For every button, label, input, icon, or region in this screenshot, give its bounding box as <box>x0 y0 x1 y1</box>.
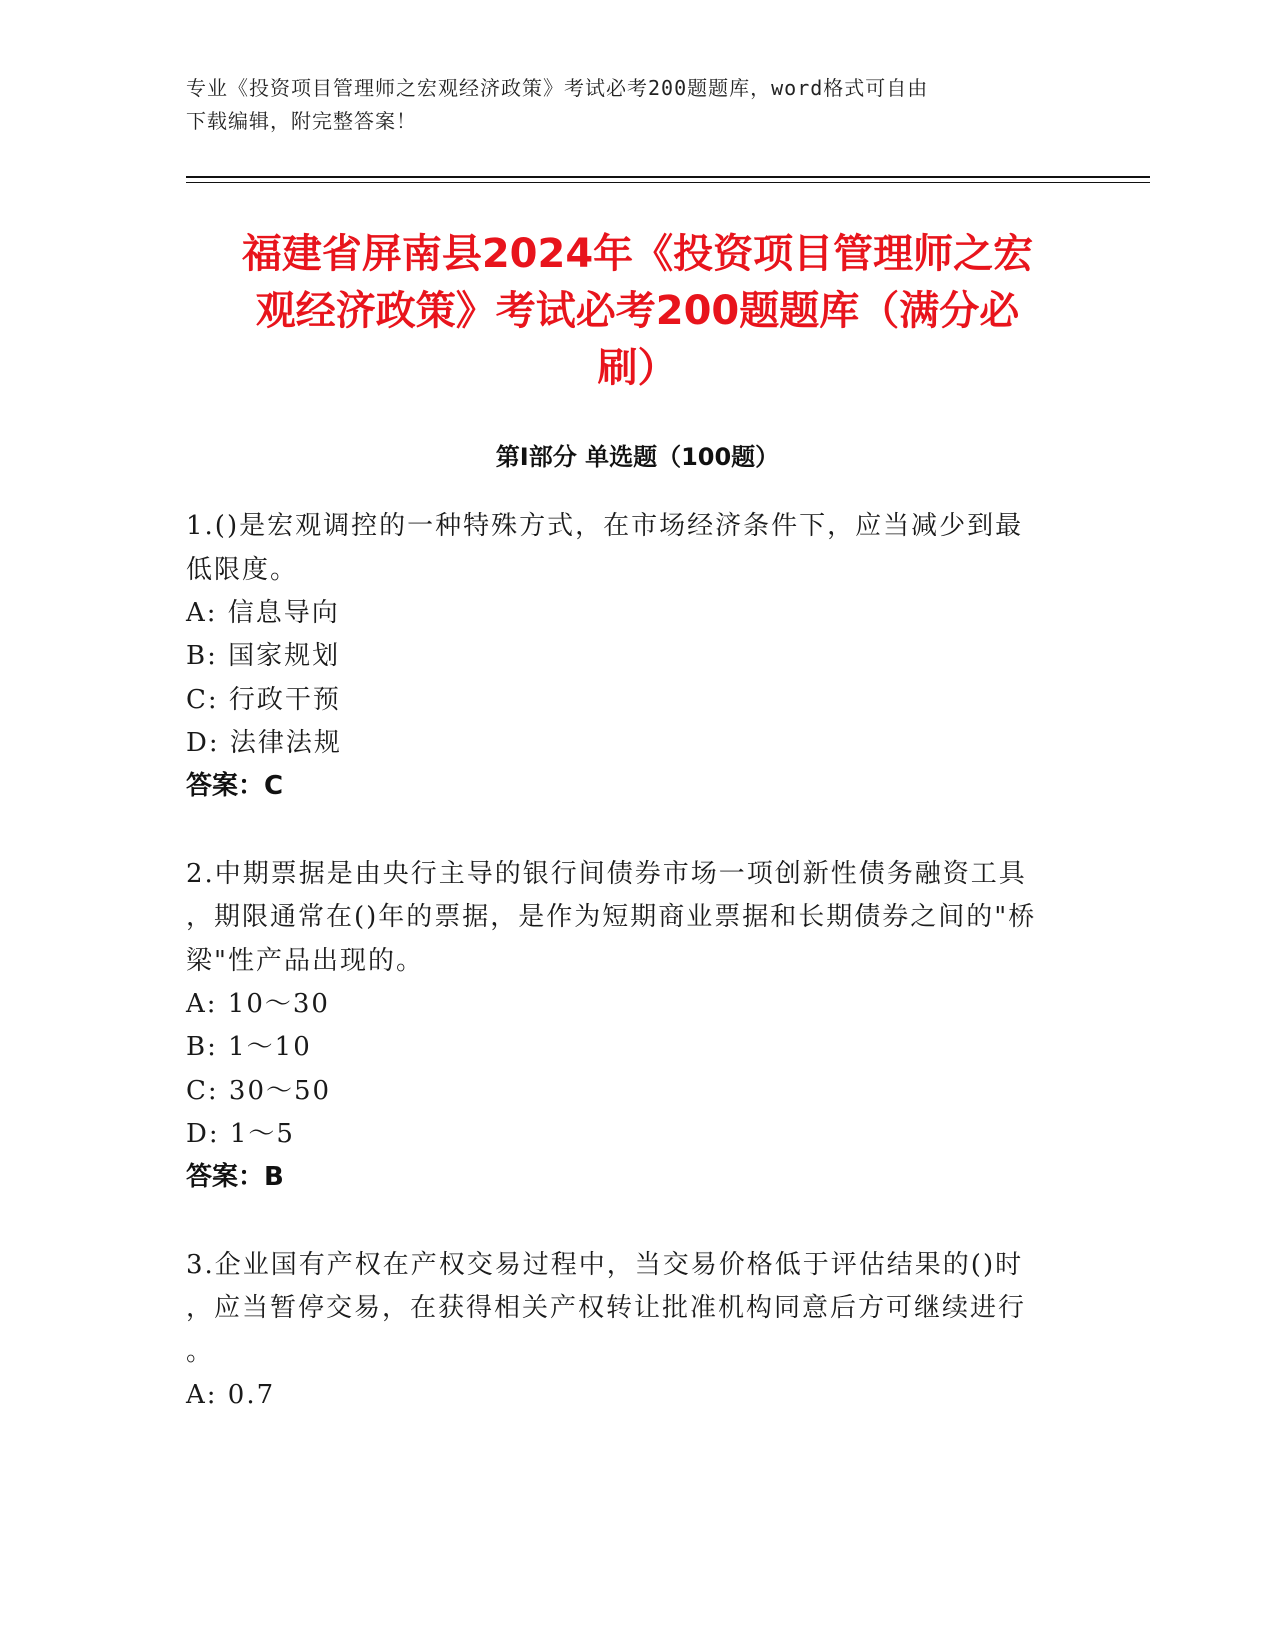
header-divider-thin <box>186 182 1150 183</box>
question-1-option-d: D: 法律法规 <box>186 728 342 758</box>
header-divider-thick <box>186 176 1150 178</box>
question-1-option-a: A: 信息导向 <box>186 598 340 628</box>
title-line-1: 福建省屏南县2024年《投资项目管理师之宏 <box>241 231 1034 277</box>
document-header-note <box>186 72 1086 138</box>
document-title <box>150 226 1125 397</box>
question-2-answer: 答案：B <box>186 1162 284 1192</box>
question-2-stem-line-2: ，期限通常在()年的票据，是作为短期商业票据和长期债券之间的"桥 <box>186 902 1037 932</box>
question-1-stem-line-1: 1.()是宏观调控的一种特殊方式，在市场经济条件下，应当减少到最 <box>186 511 1024 541</box>
title-line-3: 刷） <box>597 345 678 391</box>
question-2-stem-line-1: 2.中期票据是由央行主导的银行间债券市场一项创新性债务融资工具 <box>186 859 1027 889</box>
question-2-option-d: D: 1～5 <box>186 1119 295 1149</box>
question-1-stem-line-2: 低限度。 <box>186 555 299 585</box>
question-1-option-c: C: 行政干预 <box>186 685 341 715</box>
question-2-option-c: C: 30～50 <box>186 1076 332 1106</box>
question-3-option-a: A: 0.7 <box>186 1380 276 1410</box>
question-1-option-b: B: 国家规划 <box>186 641 341 671</box>
title-line-2: 观经济政策》考试必考200题题库（满分必 <box>255 288 1020 334</box>
header-note-line-1: 专业《投资项目管理师之宏观经济政策》考试必考200题题库，word格式可自由 <box>186 76 929 100</box>
header-note-line-2: 下载编辑，附完整答案！ <box>186 109 417 133</box>
question-2-stem-line-3: 梁"性产品出现的。 <box>186 946 424 976</box>
question-1-answer: 答案：C <box>186 771 284 801</box>
section-heading: 第Ⅰ部分 单选题（100题） <box>495 443 780 471</box>
question-3-stem-line-2: ，应当暂停交易，在获得相关产权转让批准机构同意后方可继续进行 <box>186 1293 1027 1323</box>
question-2-option-a: A: 10～30 <box>186 989 330 1019</box>
question-2-option-b: B: 1～10 <box>186 1032 312 1062</box>
question-3-stem-line-3: 。 <box>186 1337 215 1367</box>
question-3-stem-line-1: 3.企业国有产权在产权交易过程中，当交易价格低于评估结果的()时 <box>186 1250 1024 1280</box>
